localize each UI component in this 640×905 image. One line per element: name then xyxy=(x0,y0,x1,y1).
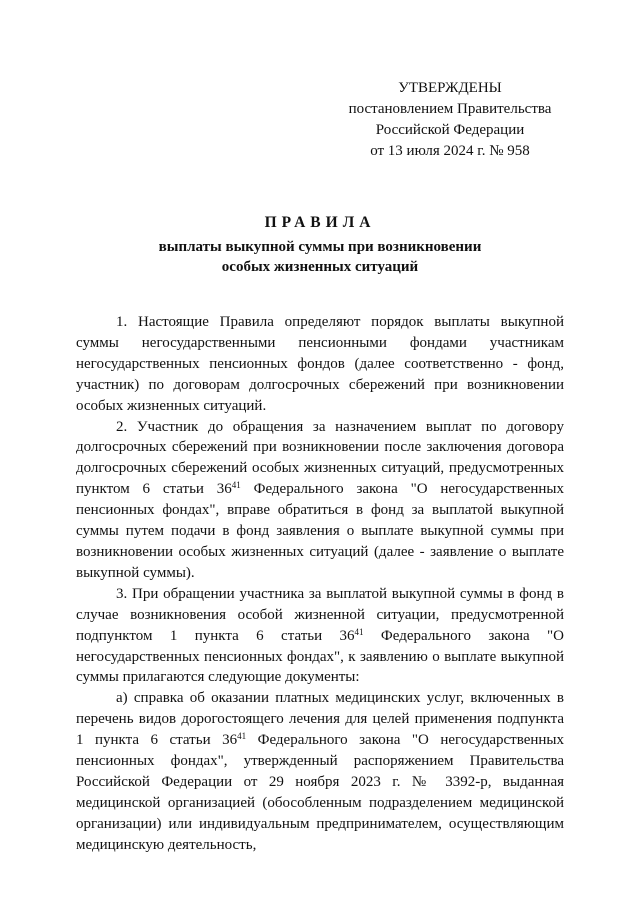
approval-heading: УТВЕРЖДЕНЫ xyxy=(398,80,502,96)
subtitle-line-2: особых жизненных ситуаций xyxy=(221,259,419,275)
paragraph-3-part-1: 3. При обращении участника за выплатой выкупной суммы в фонд в случае возникновения особой жизненной ситуации, предусмотренной подпунктом 1 пункта 6 статьи 36 xyxy=(76,585,564,644)
approval-block xyxy=(340,78,560,162)
approval-line-3: от 13 июля 2024 г. № 958 xyxy=(370,143,530,159)
article-superscript: 41 xyxy=(354,626,364,637)
paragraph-2 xyxy=(76,417,564,584)
paragraph-1: 1. Настоящие Правила определяют порядок выплаты выкупной суммы негосударственными пенсионными фондами участникам негосударственных пенсионных фондов (далее соответственно - фонд, участник) по договорам долгосрочных сбережений при возникновении особых жизненных ситуаций. xyxy=(76,314,564,414)
subtitle-line-1: выплаты выкупной суммы при возникновении xyxy=(158,239,482,255)
paragraph-3 xyxy=(76,584,564,689)
document-subtitle xyxy=(120,237,520,277)
article-superscript: 41 xyxy=(237,731,247,742)
article-superscript: 41 xyxy=(231,480,241,491)
document-body xyxy=(76,312,564,856)
approval-line-2: Российской Федерации xyxy=(375,122,525,138)
subparagraph-a-part-1: а) справка об оказании платных медицинских услуг, включенных в перечень видов дорогостоящего лечения для целей применения подпункта 1 пункта 6 статьи 36 xyxy=(76,690,564,749)
paragraph-3-part-2: Федерального закона "О негосударственных пенсионных фондах", к заявлению о выплате выкупной суммы прилагаются следующие документы: xyxy=(76,627,564,686)
subparagraph-a-part-2: Федерального закона "О негосударственных пенсионных фондах", утвержденный распоряжением Правительства Российской Федерации от 29 ноября 2023 г. № 3392-р, выданная медицинской организацией (обособленным подразделением медицинской организации) или индивидуальным предпринимателем, осуществляющим медицинскую деятельность, xyxy=(76,732,564,853)
document-title: ПРАВИЛА xyxy=(264,214,376,231)
subparagraph-a xyxy=(76,688,564,855)
paragraph-2-part-2: Федерального закона "О негосударственных пенсионных фондах", вправе обратиться в фонд за выплатой выкупной суммы путем подачи в фонд заявления о выплате выкупной суммы при возникновении особых жизненных ситуаций (далее - заявление о выплате выкупной суммы). xyxy=(76,481,564,581)
approval-line-1: постановлением Правительства xyxy=(348,101,552,117)
paragraph-2-part-1: 2. Участник до обращения за назначением выплат по договору долгосрочных сбережений при возникновении после заключения договора долгосрочных сбережений особых жизненных ситуаций, предусмотренных пунктом 6 статьи 36 xyxy=(76,418,564,498)
